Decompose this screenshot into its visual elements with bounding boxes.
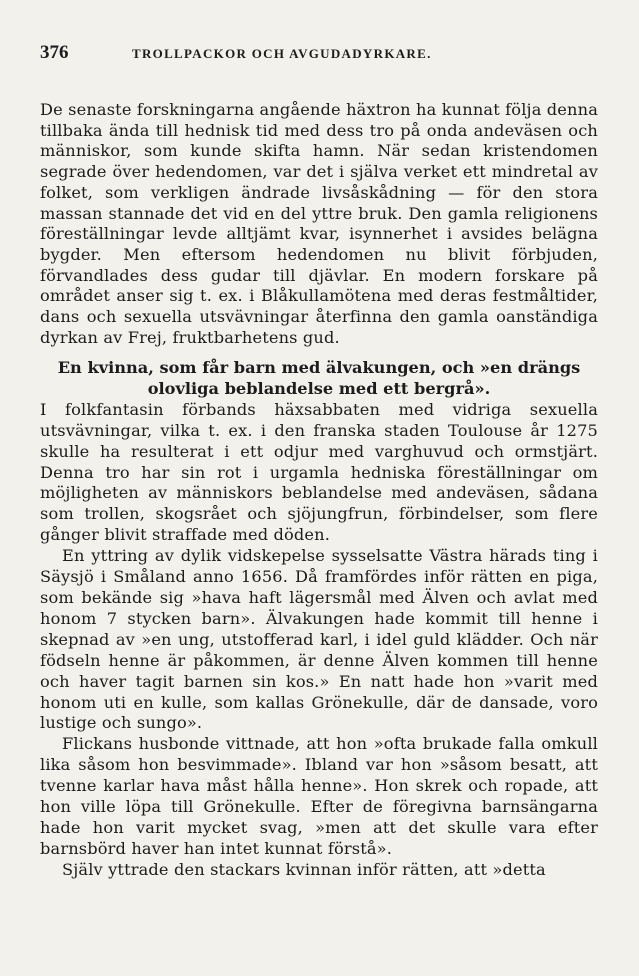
paragraph-body-2: En yttring av dylik vidskepelse sysselsatte Västra härads ting i Säysjö i Småland anno 1656. Då framfördes inför rätten en piga, som bekände sig »hava haft lägersmål med Älven och avlat med honom 7 stycken barn». Älvakungen hade kommit till henne i skepnad av »en ung, utstofferad karl, i idel guld klädder. Och när födseln henne är påkommen, är denne Älven kommen till henne och haver tagit barnen sin kos.» En natt hade hon »varit med honom uti en kulle, som kallas Grönekulle, där de dansade, voro lustige och sungo».: [40, 546, 598, 733]
paragraph-intro: De senaste forskningarna angående häxtron ha kunnat följa denna tillbaka ända till hednisk tid med dess tro på onda andeväsen och människor, som kunde skifta hamn. När sedan kristendomen segrade över hedendomen, var det i själva verket ett mindretal av folket, som verkligen ändrade livsåskådning — för den stora massan stannade det vid en del yttre bruk. Den gamla religionens föreställningar levde alltjämt kvar, isynnerhet i avsides belägna bygder. Men eftersom hedendomen nu blivit förbjuden, förvandlades dess gudar till djävlar. En modern forskare på området anser sig t. ex. i Blåkullamötena med deras festmåltider, dans och sexuella utsvävningar återfinna den gamla oanständiga dyrkan av Frej, fruktbarhetens gud.: [40, 100, 598, 347]
page-header: [40, 42, 520, 64]
book-page: [40, 42, 598, 881]
paragraph-body-4: Själv yttrade den stackars kvinnan inför rätten, att »detta: [62, 859, 546, 879]
section-heading: En kvinna, som får barn med älvakungen, och »en drängs olovliga beblandelse med ett bergrå».: [57, 358, 581, 399]
paragraph-body-3: Flickans husbonde vittnade, att hon »ofta brukade falla omkull lika såsom hon besvimmade». Ibland var hon »såsom besatt, att tvenne karlar hava måst hålla henne». Hon skrek och ropade, att hon ville löpa till Grönekulle. Efter de föregivna barnsängarna hade hon varit mycket svag, »men att det skulle vara efter barnsbörd haver han intet kunnat förstå».: [40, 734, 598, 858]
running-title: TROLLPACKOR OCH AVGUDADYRKARE.: [132, 46, 432, 61]
paragraph-body-1: I folkfantasin förbands häxsabbaten med vidriga sexuella utsvävningar, vilka t. ex. i den franska staden Toulouse år 1275 skulle ha resulterat i ett odjur med varghuvud och ormstjärt. Denna tro har sin rot i urgamla hedniska föreställningar om möjligheten av människors beblandelse med andeväsen, sådana som trollen, skogsrået och sjöjungfrun, förbindelser, som flere gånger blivit straffade med döden.: [40, 399, 598, 545]
page-number: 376: [40, 42, 69, 63]
section-body: [40, 400, 598, 881]
